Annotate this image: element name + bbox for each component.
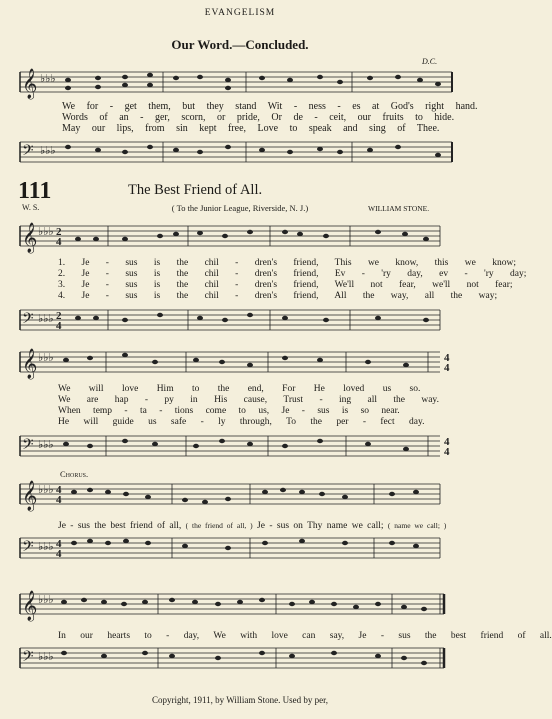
svg-text:♭♭♭: ♭♭♭ [38,651,54,663]
svg-text:♭♭♭: ♭♭♭ [38,226,54,238]
svg-text:2: 2 [56,226,62,238]
svg-text:4: 4 [56,548,62,560]
svg-text:4: 4 [56,538,62,550]
staff-chorus-1-bass [0,532,480,566]
lyric-line-2-2: 2. Je - sus is the chil - dren's friend, Ev - 'ry day, ev - 'ry day; [58,269,527,279]
svg-text:𝄢: 𝄢 [22,648,34,668]
svg-text:𝄢: 𝄢 [22,142,34,162]
section-heading: EVANGELISM [204,8,276,18]
chorus-lyric-line-2: In our hearts to - day, We with love can say, Je - sus the best friend of all. [58,631,552,641]
staff-system-3-bass [0,430,480,464]
svg-text:♭♭♭: ♭♭♭ [38,484,54,496]
lyricist-initials: W. S. [22,203,40,212]
lyric-line-1-3: May our lips, from sin kept free, Love to speak and sing of Thee. [62,123,440,134]
staff-chorus-1-treble [0,478,480,518]
staff-system-2-bass [0,304,480,338]
svg-text:♭♭♭: ♭♭♭ [38,541,54,553]
svg-text:♭♭♭: ♭♭♭ [40,145,56,157]
dedication: ( To the Junior League, Riverside, N. J.) [171,203,309,213]
lyric-line-1-1: We for - get them, but they stand Wit - ness - es at God's right hand. [62,101,478,112]
staff-system-3-treble [0,346,480,386]
svg-text:𝄢: 𝄢 [22,436,34,456]
svg-text:𝄢: 𝄢 [22,310,34,330]
svg-text:♭♭♭: ♭♭♭ [38,352,54,364]
svg-text:♭♭♭: ♭♭♭ [40,73,56,85]
svg-text:4: 4 [444,436,450,448]
svg-text:4: 4 [56,320,62,332]
continued-hymn-title: Our Word.—Concluded. [171,37,309,52]
lyric-line-3-4: He will guide us safe - ly through, To the per - fect day. [58,417,425,427]
svg-text:4: 4 [444,352,450,364]
svg-text:4: 4 [444,446,450,458]
hymn-number: 111 [18,178,52,204]
svg-text:♭♭♭: ♭♭♭ [38,313,54,325]
svg-text:♭♭♭: ♭♭♭ [38,439,54,451]
svg-text:♭♭♭: ♭♭♭ [38,594,54,606]
chorus-label: Chorus. [60,469,89,479]
lyric-line-3-1: We will love Him to the end, For He loved us so. [58,384,421,394]
lyric-line-2-1: 1. Je - sus is the chil - dren's friend, This we know, this we know; [58,258,516,268]
svg-text:𝄞: 𝄞 [22,69,38,99]
staff-chorus-2-bass [0,642,480,676]
staff-system-1-bass [0,136,480,172]
svg-text:𝄞: 𝄞 [22,591,38,620]
svg-text:4: 4 [444,362,450,374]
svg-text:4: 4 [56,236,62,248]
lyric-line-2-4: 4. Je - sus is the chil - dren's friend, All the way, all the way; [58,291,498,301]
svg-text:2: 2 [56,310,62,322]
svg-text:𝄞: 𝄞 [22,349,38,378]
svg-text:𝄞: 𝄞 [22,223,38,252]
staff-system-2-treble [0,220,480,260]
hymn-title: The Best Friend of All. [128,182,263,198]
lyric-line-1-2: Words of an - ger, scorn, or pride, Or de - ceit, our fruits to hide. [62,112,455,123]
svg-text:4: 4 [56,494,62,506]
svg-text:𝄢: 𝄢 [22,538,34,558]
copyright-notice: Copyright, 1911, by William Stone. Used by per, [151,695,328,705]
composer: WILLIAM STONE. [368,204,430,213]
svg-text:4: 4 [56,484,62,496]
lyric-line-3-3: When temp - ta - tions come to us, Je - sus is so near. [58,406,400,416]
chorus-lyric-line-1: Je - sus the best friend of all, ( the friend of all, ) Je - sus on Thy name we call; ( name we call; ) [58,521,447,531]
staff-chorus-2-treble [0,588,480,628]
lyric-line-2-3: 3. Je - sus is the chil - dren's friend, We'll not fear, we'll not fear; [58,280,513,290]
lyric-line-3-2: We are hap - py in His cause, Trust - ing all the way. [58,395,439,405]
svg-text:𝄞: 𝄞 [22,481,38,510]
da-capo-mark: D.C. [422,57,438,66]
